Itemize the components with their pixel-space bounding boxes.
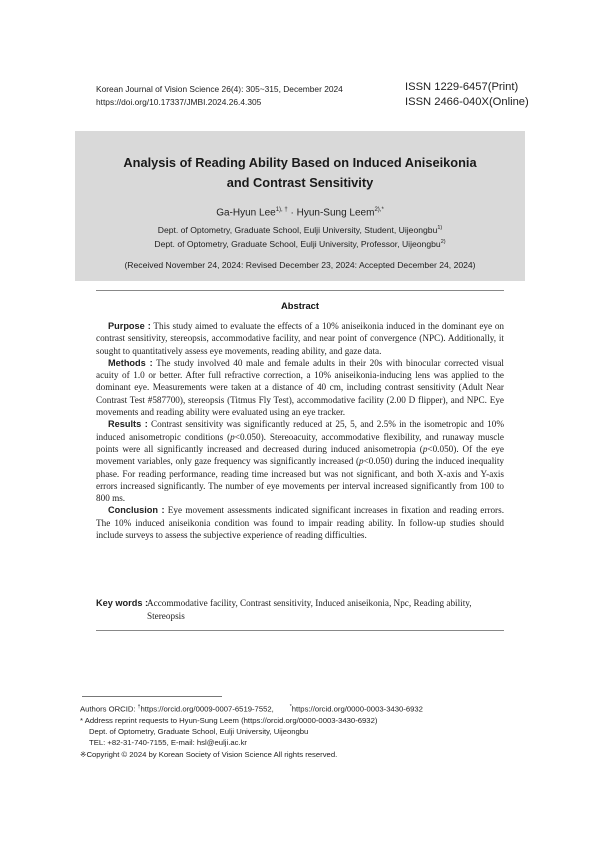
p-value-symbol: p	[359, 456, 364, 467]
orcid-1-link[interactable]: https://orcid.org/0009-0007-6519-7552,	[140, 704, 274, 714]
issn-print: ISSN 1229-6457(Print)	[405, 81, 519, 93]
abstract-bottom-divider	[96, 630, 504, 631]
journal-header	[96, 83, 343, 108]
doi-link[interactable]: https://doi.org/10.17337/JMBI.2024.26.4.305	[96, 96, 262, 107]
title-line-1: Analysis of Reading Ability Based on Induced Aniseikonia	[123, 155, 477, 170]
footnotes	[80, 702, 530, 760]
author-2-marker: 2),*	[374, 207, 384, 213]
author-list	[75, 207, 525, 218]
abstract-results	[96, 418, 504, 504]
title-line-2: and Contrast Sensitivity	[226, 174, 374, 190]
affiliation-1-marker: 1)	[437, 225, 443, 232]
contact-info: TEL: +82-31-740-7155, E-mail: hsl@eulji.ac.kr	[89, 738, 247, 748]
results-label: Results :	[108, 419, 148, 430]
orcid-line	[80, 702, 530, 715]
results-text-3: <0.050). Of the eye movement variables, only gaze frequency was significantly increased (	[96, 443, 504, 467]
p-value-symbol: p	[422, 443, 428, 454]
methods-label: Methods :	[108, 357, 153, 368]
affiliation-1-text: Dept. of Optometry, Graduate School, Eulji University, Student, Uijeongbu	[157, 225, 438, 235]
author-1: Ga-Hyun Lee	[216, 207, 276, 219]
reprint-dept: Dept. of Optometry, Graduate School, Eulji University, Uijeongbu	[89, 727, 309, 737]
author-2: Hyun-Sung Leem	[296, 207, 375, 219]
affiliation-2-text: Dept. of Optometry, Graduate School, Eulji University, Professor, Uijeongbu	[154, 239, 441, 249]
title-box	[75, 131, 525, 281]
purpose-text: This study aimed to evaluate the effects of a 10% aniseikonia induced in the dominant eye on contrast sensitivity, stereopsis, accommodative facility, and near point of convergence (NPC). Additionally, it sought to quantitatively assess eye movements, reading ability, and gaze data.	[96, 321, 505, 356]
purpose-label: Purpose :	[108, 321, 151, 331]
issn-block	[405, 80, 529, 109]
author-separator: ·	[287, 207, 297, 219]
orcid-label: Authors ORCID:	[80, 704, 138, 714]
issn-online: ISSN 2466-040X(Online)	[405, 95, 529, 108]
journal-citation: Korean Journal of Vision Science 26(4): 305~315, December 2024	[96, 84, 343, 94]
affiliation-1	[75, 225, 525, 235]
results-text-2: <0.050). Stereoacuity, accommodative flexibility, and runaway muscle points were all significantly increased and decreased during induced anisometropia (	[96, 431, 504, 454]
results-text-1: Contrast sensitivity was significantly reduced at 25, 5, and 2.5% in the isometropic and 10% induced anisometropic conditions (	[96, 419, 504, 442]
methods-text: The study involved 40 male and female adults in their 20s with binocular corrected visual acuity of 1.0 or better. After full refractive correction, a 10% aniseikonia-inducing lens was applied to the dominant eye. Measurements were taken at a distance of 40 cm, including contrast sensitivity (Adult Near Contrast Test #587700), stereopsis (Titmus Fly Test), accommodative facility (2.00 D flipper), and NPC. Eye movements and reading ability were evaluated using an eye tracker.	[96, 357, 504, 418]
footnote-rule	[82, 696, 222, 697]
conclusion-text: Eye movement assessments indicated significant increases in fixation and reading errors. The 10% induced aniseikonia condition was found to impair reading ability. In follow-up studies should include surveys to assess the subjective experience of reading difficulties.	[96, 505, 504, 541]
abstract-purpose	[96, 320, 504, 357]
abstract-top-divider	[96, 290, 504, 291]
submission-dates: (Received November 24, 2024: Revised December 23, 2024: Accepted December 24, 2024)	[124, 260, 476, 270]
paper-title	[75, 153, 525, 192]
keywords-label: Key words :	[96, 598, 149, 608]
reprint-request: * Address reprint requests to Hyun-Sung Leem (https://orcid.org/0000-0003-3430-6932)	[80, 715, 378, 725]
p-value-symbol: p	[230, 431, 235, 442]
keywords-text: Accommodative facility, Contrast sensitivity, Induced aniseikonia, Npc, Reading ability, Stereopsis	[147, 598, 472, 621]
abstract-heading: Abstract	[280, 300, 320, 311]
abstract-conclusion	[96, 504, 504, 541]
conclusion-label: Conclusion :	[108, 505, 165, 516]
orcid-2-link[interactable]: https://orcid.org/0000-0003-3430-6932	[291, 704, 423, 714]
abstract-body	[96, 320, 504, 541]
copyright-notice: ※Copyright © 2024 by Korean Society of Vision Science All rights reserved.	[80, 749, 338, 759]
affiliation-2-marker: 2)	[440, 239, 446, 246]
orcid-1-marker: †	[137, 704, 141, 710]
abstract-methods	[96, 357, 504, 418]
orcid-2-marker: *	[289, 704, 292, 710]
affiliation-2	[75, 239, 525, 249]
author-1-marker: 1), †	[275, 207, 288, 213]
results-text-4: <0.050) during the induced inequality phase. For reading performance, reading time increased but was not significant, and both X-axis and Y-axis errors increased significantly. The number of eye movements per interval increased significantly from 100 to 800 ms.	[96, 456, 504, 504]
